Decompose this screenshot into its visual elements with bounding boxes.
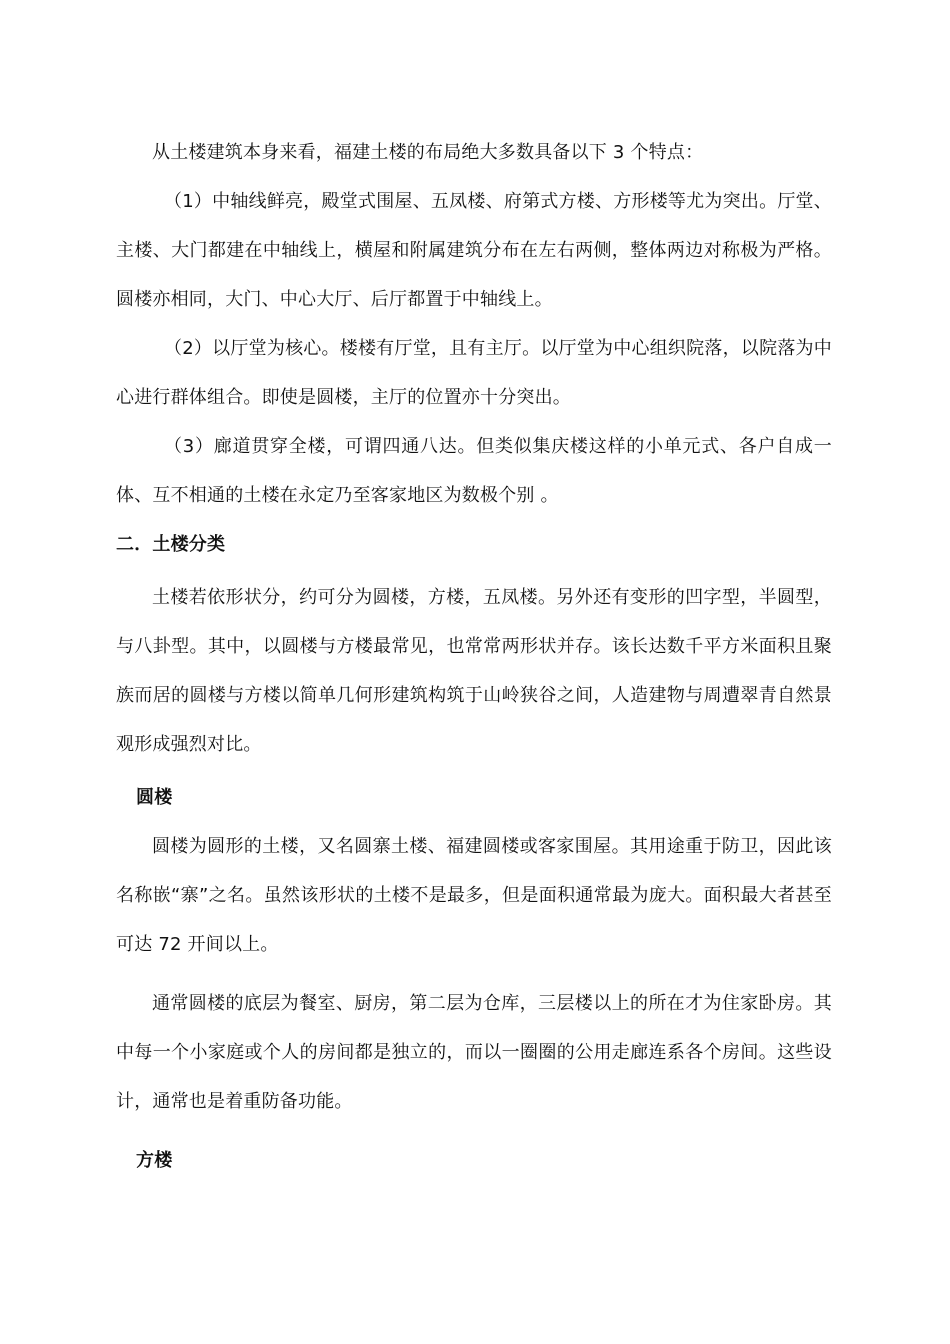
section-2-heading: 二．土楼分类 [116, 534, 226, 555]
square-building-heading: 方楼 [136, 1150, 173, 1171]
round-building-paragraph-1: 圆楼为圆形的土楼，又名圆寨土楼、福建圆楼或客家围屋。其用途重于防卫，因此该名称嵌“寨”之名。虽然该形状的土楼不是最多，但是面积通常最为庞大。面积最大者甚至可达 72 开间以上。 [116, 836, 832, 955]
round-building-paragraph-2: 通常圆楼的底层为餐室、厨房，第二层为仓库，三层楼以上的所在才为住家卧房。其中每一个小家庭或个人的房间都是独立的，而以一圈圈的公用走廊连系各个房间。这些设计，通常也是着重防备功能。 [116, 993, 832, 1112]
feature-2-paragraph: （2）以厅堂为核心。楼楼有厅堂，且有主厅。以厅堂为中心组织院落，以院落为中心进行群体组合。即使是圆楼，主厅的位置亦十分突出。 [116, 338, 832, 408]
round-building-heading: 圆楼 [136, 787, 173, 808]
intro-paragraph: 从土楼建筑本身来看，福建土楼的布局绝大多数具备以下 3 个特点： [152, 142, 704, 163]
feature-3-paragraph: （3）廊道贯穿全楼，可谓四通八达。但类似集庆楼这样的小单元式、各户自成一体、互不相通的土楼在永定乃至客家地区为数极个别 。 [116, 436, 832, 506]
feature-1-paragraph: （1）中轴线鲜亮，殿堂式围屋、五凤楼、府第式方楼、方形楼等尤为突出。厅堂、主楼、大门都建在中轴线上，横屋和附属建筑分布在左右两侧，整体两边对称极为严格。圆楼亦相同，大门、中心大厅、后厅都置于中轴线上。 [116, 191, 832, 310]
document-body [116, 128, 832, 1185]
classification-paragraph: 土楼若依形状分，约可分为圆楼，方楼，五凤楼。另外还有变形的凹字型，半圆型，与八卦型。其中，以圆楼与方楼最常见，也常常两形状并存。该长达数千平方米面积且聚族而居的圆楼与方楼以简单几何形建筑构筑于山岭狭谷之间，人造建物与周遭翠青自然景观形成强烈对比。 [116, 587, 832, 755]
